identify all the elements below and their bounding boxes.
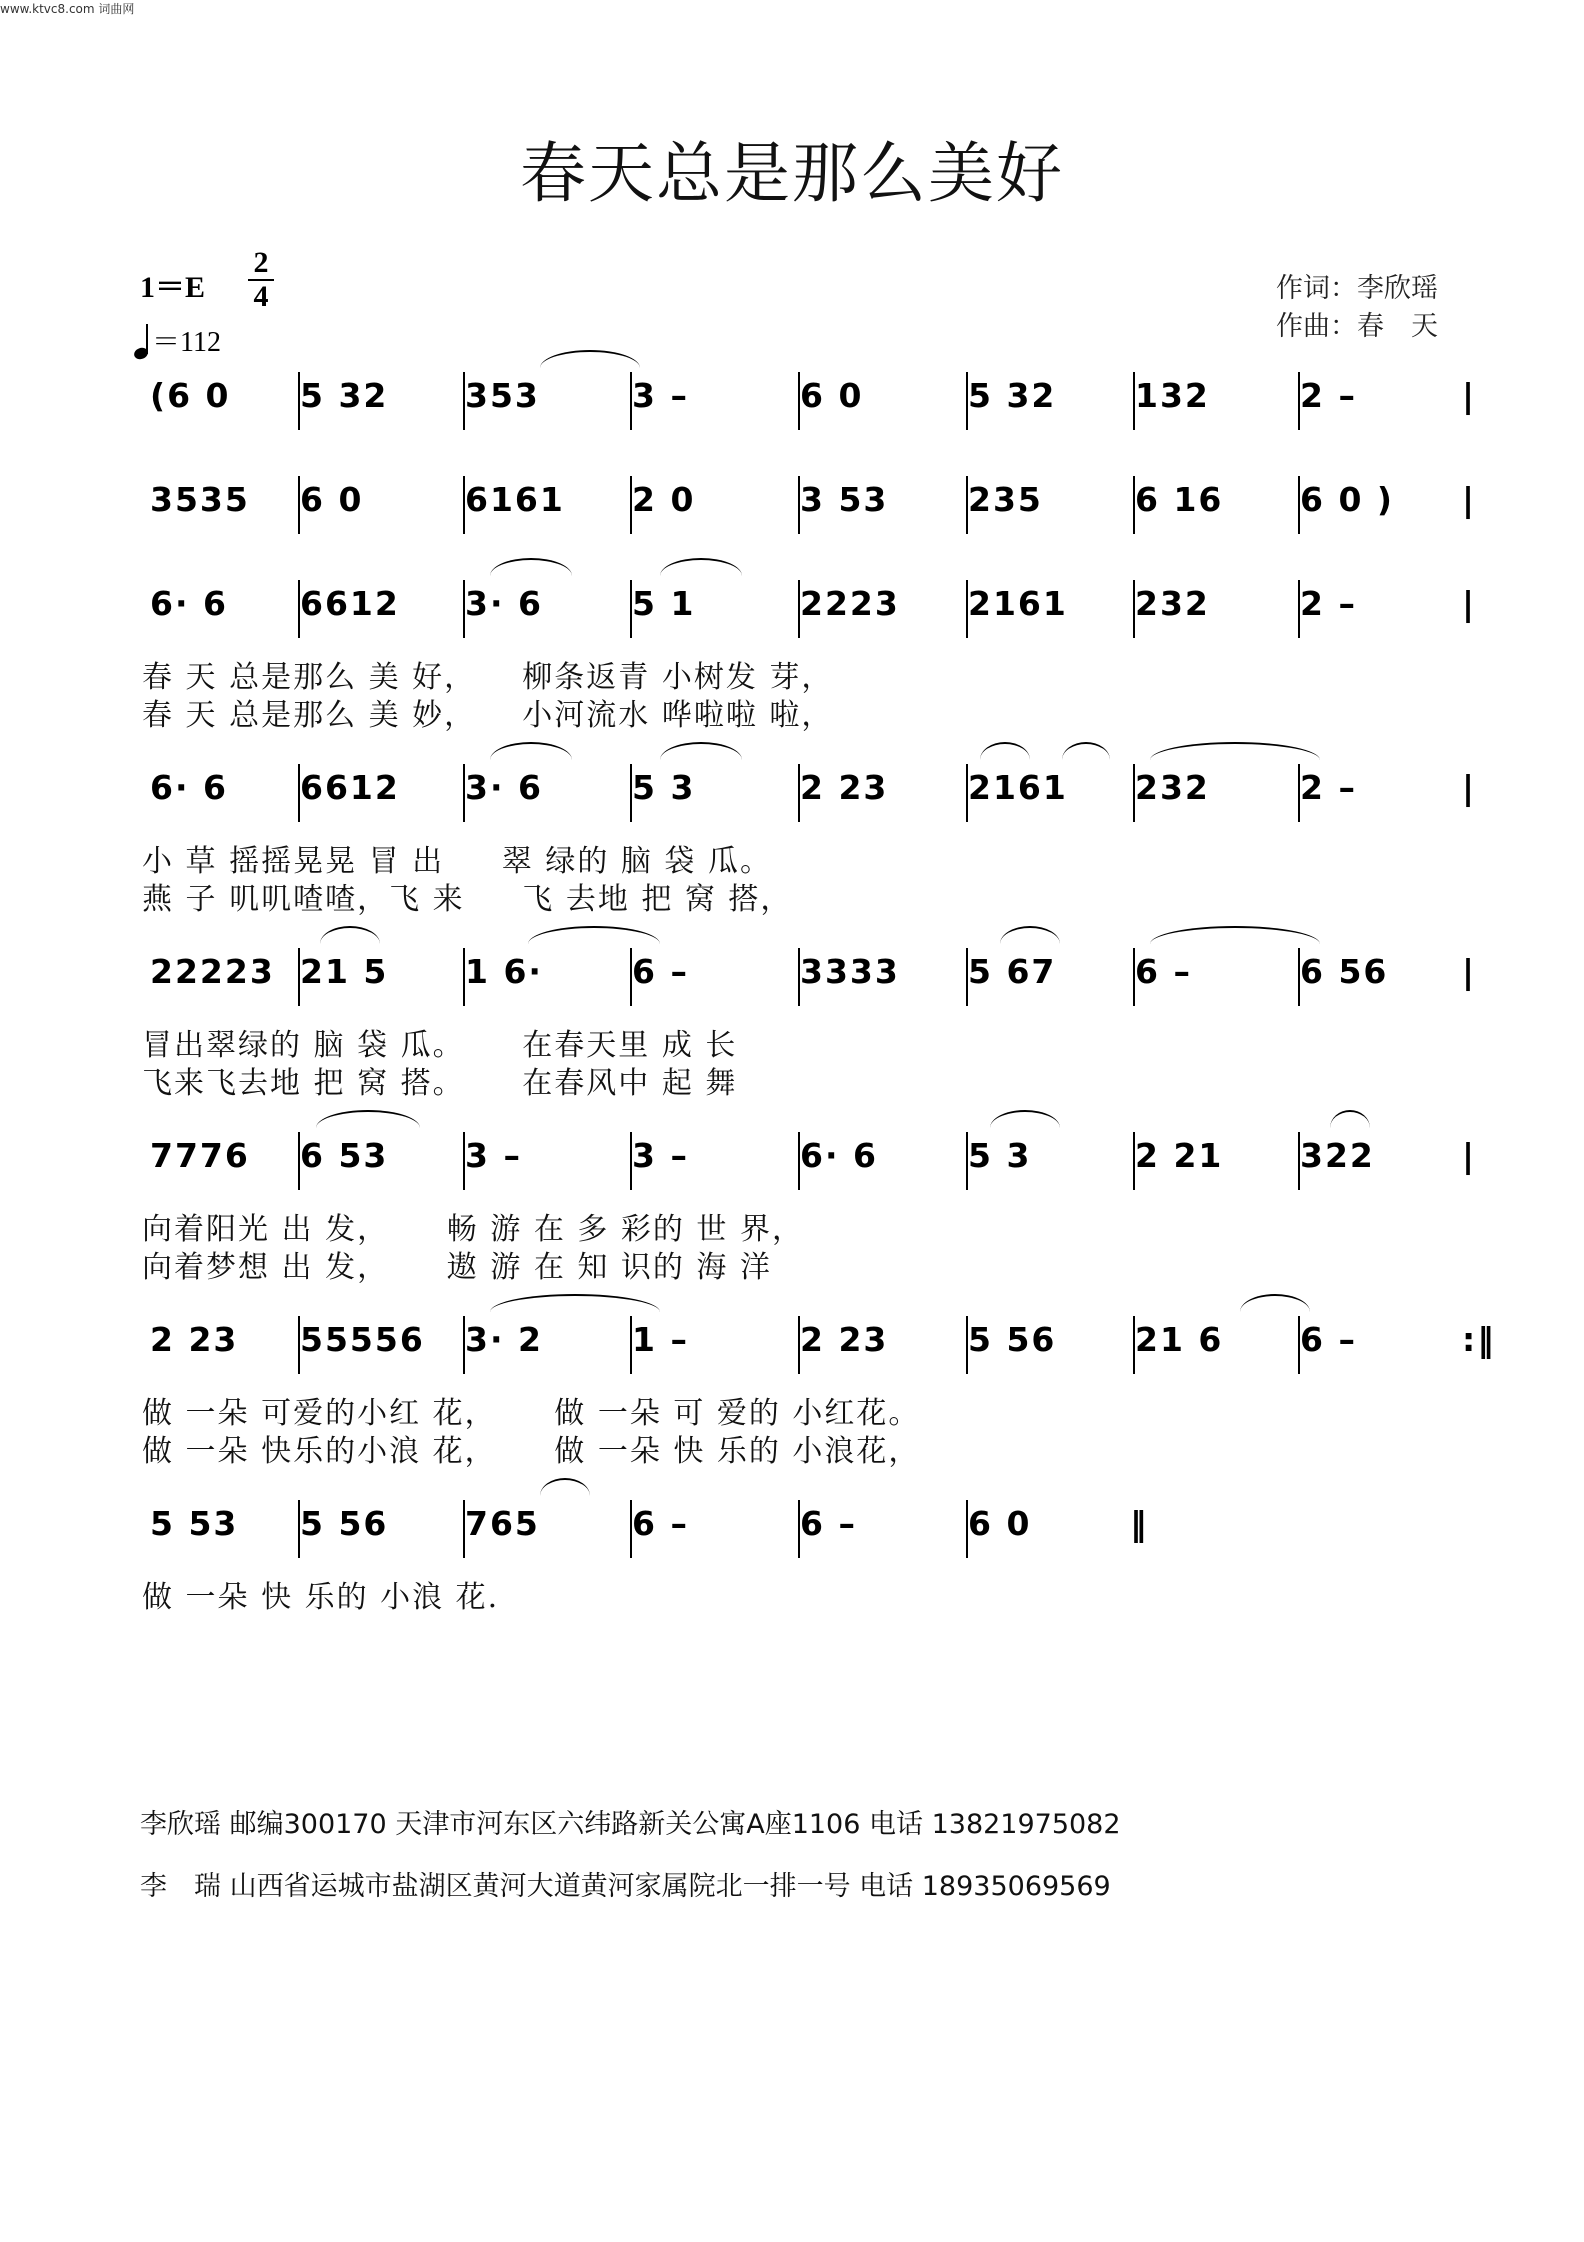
- footer-line-1: 李欣瑶 邮编300170 天津市河东区六纬路新关公寓A座1106 电话 13821975082: [140, 1809, 1121, 1840]
- measure: 5 1: [632, 584, 696, 623]
- slur-mark: [490, 1294, 660, 1312]
- lyric-line: 向着梦想 出 发， 遨 游 在 知 识的 海 洋: [142, 1250, 772, 1285]
- measure: 21 5: [300, 952, 389, 991]
- end-barline: |: [1462, 1136, 1477, 1175]
- measure: 2 –: [1300, 584, 1357, 623]
- measure: 322: [1300, 1136, 1375, 1175]
- measure: 2161: [968, 768, 1068, 807]
- measure: 6 –: [1300, 1320, 1357, 1359]
- lyric-line: 小 草 摇摇晃晃 冒 出 翠 绿的 脑 袋 瓜。: [142, 844, 772, 879]
- lyric-line: 燕 子 叽叽喳喳，飞 来 飞 去地 把 窝 搭，: [142, 882, 793, 917]
- lyric-line: 春 天 总是那么 美 好， 柳条返青 小树发 芽，: [142, 660, 834, 695]
- time-signature: [246, 248, 276, 312]
- slur-mark: [1000, 926, 1060, 944]
- measure: 5 56: [300, 1504, 389, 1543]
- slur-mark: [490, 742, 572, 760]
- measure: 21 6: [1135, 1320, 1224, 1359]
- slur-mark: [1330, 1110, 1370, 1128]
- measure: 6 –: [632, 1504, 689, 1543]
- measure: 2 0: [632, 480, 696, 519]
- notation-line: [0, 1132, 1584, 1192]
- measure: 3· 6: [465, 768, 543, 807]
- measure: 2 –: [1300, 376, 1357, 415]
- end-barline: ‖: [1130, 1504, 1149, 1543]
- notation-line: [0, 764, 1584, 824]
- slur-mark: [540, 1478, 590, 1496]
- measure: 2223: [800, 584, 900, 623]
- slur-mark: [1150, 926, 1320, 944]
- measure: 3535: [150, 480, 250, 519]
- composer: 作曲：春 天: [1276, 311, 1438, 342]
- tempo-value: ＝112: [152, 327, 221, 358]
- measure: 22223: [150, 952, 275, 991]
- end-barline: |: [1462, 584, 1477, 623]
- end-barline: |: [1462, 952, 1477, 991]
- measure: 132: [1135, 376, 1210, 415]
- notation-line: [0, 580, 1584, 640]
- measure: 6 –: [632, 952, 689, 991]
- measure: 1 6·: [465, 952, 543, 991]
- measure: 6 0 ): [1300, 480, 1394, 519]
- measure: 55556: [300, 1320, 425, 1359]
- lyric-line: 做 一朵 快 乐的 小浪 花.: [142, 1580, 500, 1615]
- measure: 6612: [300, 768, 400, 807]
- slur-mark: [490, 558, 572, 576]
- measure: 5 67: [968, 952, 1057, 991]
- measure: 6 16: [1135, 480, 1224, 519]
- lyricist: 作词：李欣瑶: [1276, 273, 1438, 304]
- end-barline: |: [1462, 768, 1477, 807]
- measure: 5 32: [300, 376, 389, 415]
- slur-mark: [320, 926, 380, 944]
- measure: 3 53: [800, 480, 889, 519]
- slur-mark: [1150, 742, 1320, 760]
- measure: 6 –: [1135, 952, 1192, 991]
- lyric-line: 春 天 总是那么 美 妙， 小河流水 哗啦啦 啦，: [142, 698, 834, 733]
- measure: 6 0: [968, 1504, 1032, 1543]
- end-barline: |: [1462, 480, 1477, 519]
- measure: 6 0: [300, 480, 364, 519]
- measure: 2161: [968, 584, 1068, 623]
- measure: 7776: [150, 1136, 250, 1175]
- measure: 3 –: [632, 376, 689, 415]
- key-signature: 1＝E: [140, 271, 206, 304]
- notation-line: [0, 476, 1584, 536]
- slur-mark: [990, 1110, 1060, 1128]
- measure: 6 0: [800, 376, 864, 415]
- slur-mark: [1240, 1294, 1310, 1312]
- end-barline: |: [1462, 376, 1477, 415]
- measure: 2 23: [800, 768, 889, 807]
- measure: (6 0: [150, 376, 231, 415]
- slur-mark: [528, 926, 660, 944]
- measure: 5 56: [968, 1320, 1057, 1359]
- notation-line: [0, 372, 1584, 432]
- measure: 353: [465, 376, 540, 415]
- measure: 6· 6: [800, 1136, 878, 1175]
- measure: 6 56: [1300, 952, 1389, 991]
- lyric-line: 冒出翠绿的 脑 袋 瓜。 在春天里 成 长: [142, 1028, 738, 1063]
- lyric-line: 做 一朵 快乐的小浪 花， 做 一朵 快 乐的 小浪花，: [142, 1434, 921, 1469]
- tempo-mark: [134, 320, 221, 360]
- slur-mark: [660, 558, 742, 576]
- lyric-line: 向着阳光 出 发， 畅 游 在 多 彩的 世 界，: [142, 1212, 804, 1247]
- measure: 6· 6: [150, 768, 228, 807]
- measure: 5 53: [150, 1504, 239, 1543]
- footer-line-2: 李 瑞 山西省运城市盐湖区黄河大道黄河家属院北一排一号 电话 18935069569: [140, 1871, 1111, 1902]
- notation-line: [0, 1316, 1584, 1376]
- measure: 235: [968, 480, 1043, 519]
- measure: 5 3: [632, 768, 696, 807]
- site-watermark: www.ktvc8.com 词曲网: [0, 2, 135, 16]
- measure: 3 –: [632, 1136, 689, 1175]
- measure: 6 53: [300, 1136, 389, 1175]
- notation-line: [0, 1500, 1584, 1560]
- measure: 6 –: [800, 1504, 857, 1543]
- measure: 3 –: [465, 1136, 522, 1175]
- measure: 232: [1135, 768, 1210, 807]
- lyric-line: 飞来飞去地 把 窝 搭。 在春风中 起 舞: [142, 1066, 738, 1101]
- measure: 1 –: [632, 1320, 689, 1359]
- lyric-line: 做 一朵 可爱的小红 花， 做 一朵 可 爱的 小红花。: [142, 1396, 921, 1431]
- measure: 765: [465, 1504, 540, 1543]
- measure: 5 3: [968, 1136, 1032, 1175]
- slur-mark: [540, 350, 640, 368]
- measure: 6· 6: [150, 584, 228, 623]
- measure: 6161: [465, 480, 565, 519]
- measure: 5 32: [968, 376, 1057, 415]
- measure: 2 21: [1135, 1136, 1224, 1175]
- measure: 232: [1135, 584, 1210, 623]
- slur-mark: [316, 1110, 420, 1128]
- song-title: 春天总是那么美好: [520, 135, 1064, 212]
- slur-mark: [660, 742, 742, 760]
- measure: 3· 2: [465, 1320, 543, 1359]
- quarter-note-icon: [134, 329, 152, 359]
- measure: 2 23: [150, 1320, 239, 1359]
- measure: 6612: [300, 584, 400, 623]
- measure: 3333: [800, 952, 900, 991]
- slur-mark: [1062, 742, 1110, 760]
- time-sig-bottom: 4: [253, 280, 269, 313]
- measure: 2 23: [800, 1320, 889, 1359]
- credits: [1276, 270, 1438, 346]
- end-barline: :‖: [1462, 1320, 1496, 1359]
- time-sig-top: 2: [253, 246, 269, 279]
- slur-mark: [980, 742, 1030, 760]
- measure: 2 –: [1300, 768, 1357, 807]
- measure: 3· 6: [465, 584, 543, 623]
- notation-line: [0, 948, 1584, 1008]
